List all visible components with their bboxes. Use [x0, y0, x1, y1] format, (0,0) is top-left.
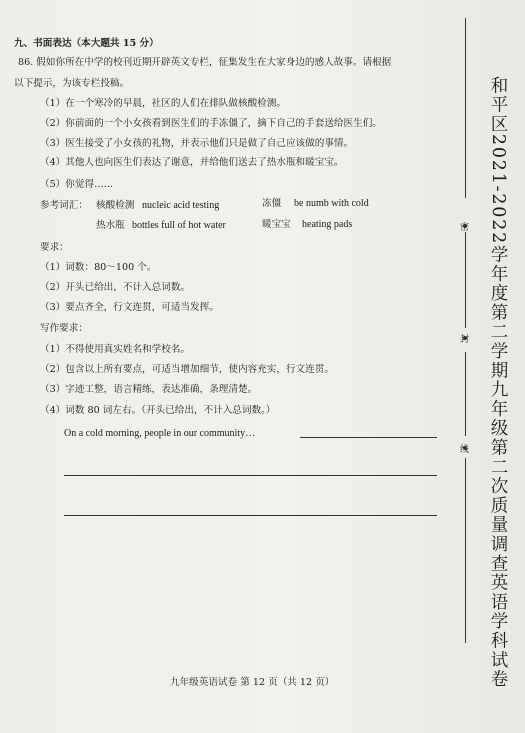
- vocab-label: 参考词汇：: [40, 200, 88, 211]
- binding-line: [465, 232, 466, 328]
- vocab-cn: 暖宝宝: [262, 219, 291, 230]
- requirements-label: 要求：: [40, 242, 69, 253]
- vocab-en: heating pads: [302, 219, 353, 230]
- vocab-en: be numb with cold: [294, 198, 369, 209]
- requirement-item: （1）词数：80～100 个。: [40, 262, 157, 273]
- question-intro-line1: 86. 假如你所在中学的校刊近期开辟英文专栏，征集发生在大家身边的感人故事。请根据: [18, 57, 392, 68]
- page-footer: 九年级英语试卷 第 12 页（共 12 页）: [170, 677, 335, 688]
- answer-line: [64, 475, 437, 476]
- vocab-en: bottles full of hot water: [132, 220, 226, 231]
- writing-label: 写作要求：: [40, 323, 88, 334]
- point-item: （1）在一个寒冷的早晨，社区的人们在排队做核酸检测。: [40, 98, 286, 109]
- binding-line: [465, 352, 466, 436]
- point-item: （2）你前面的一个小女孩看到医生们的手冻僵了，摘下自己的手套送给医生们。: [40, 118, 382, 129]
- binding-line: [465, 18, 466, 198]
- vocab-en: nucleic acid testing: [142, 200, 220, 211]
- seal-mark-xian: 线: [460, 445, 470, 455]
- point-item: （4）其他人也向医生们表达了谢意，并给他们送去了热水瓶和暖宝宝。: [40, 157, 344, 168]
- answer-opening: On a cold morning, people in our community…: [64, 428, 256, 439]
- answer-line: [64, 515, 437, 516]
- question-intro-line2: 以下提示，为该专栏投稿。: [14, 78, 130, 89]
- binding-line: [465, 458, 466, 643]
- writing-item: （4）词数 80 词左右。（开头已给出，不计入总词数。）: [40, 405, 276, 416]
- vocab-cn: 热水瓶: [96, 220, 125, 231]
- writing-item: （2）包含以上所有要点，可适当增加细节，使内容充实，行文连贯。: [40, 364, 334, 375]
- vocab-cn: 冻僵: [262, 198, 282, 209]
- seal-mark-mi: 密: [460, 223, 470, 233]
- writing-item: （3）字迹工整，语言精练，表达准确，条理清楚。: [40, 384, 258, 395]
- vocab-cn: 核酸检测: [96, 200, 135, 211]
- requirement-item: （3）要点齐全，行文连贯，可适当发挥。: [40, 302, 219, 313]
- section-heading: 九、书面表达（本大题共 15 分）: [14, 38, 159, 49]
- writing-item: （1）不得使用真实姓名和学校名。: [40, 344, 191, 355]
- point-item: （3）医生接受了小女孩的礼物，并表示他们只是做了自己应该做的事情。: [40, 138, 354, 149]
- point-item: （5）你觉得……: [40, 179, 114, 190]
- seal-mark-feng: 封: [460, 335, 470, 345]
- side-exam-title: 和平区2021-2022学年度第二学期九年级第二次质量调查英语学科试卷: [488, 76, 508, 689]
- requirement-item: （2）开头已给出，不计入总词数。: [40, 282, 191, 293]
- answer-line: [300, 437, 437, 438]
